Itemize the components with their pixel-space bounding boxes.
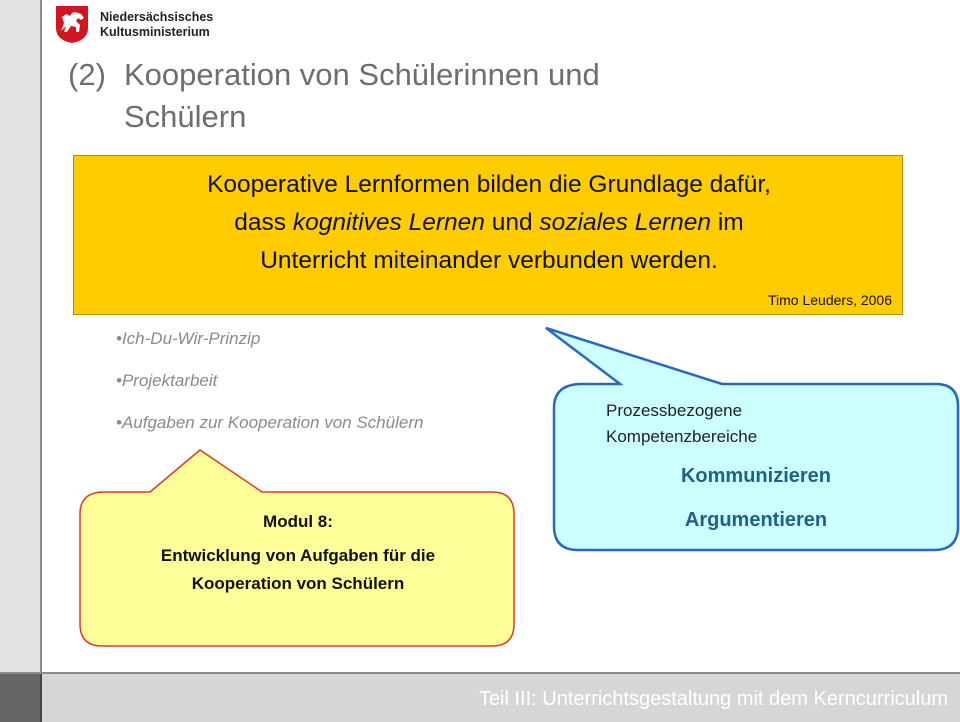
title-line2: Schülern: [124, 99, 247, 134]
quote-line3: Unterricht miteinander verbunden werden.: [260, 247, 718, 274]
quote-line1: Kooperative Lernformen bilden die Grundlage dafür,: [207, 171, 771, 198]
cyan-callout-line1: Prozessbezogene: [606, 401, 743, 420]
quote-sozial: soziales Lernen: [539, 209, 712, 236]
title-line1: Kooperation von Schülerinnen und: [124, 57, 600, 92]
yellow-callout-line2: Entwicklung von Aufgaben für die: [160, 546, 436, 565]
bullet-item: •Ich-Du-Wir-Prinzip: [116, 329, 261, 348]
cyan-callout-line2: Kompetenzbereiche: [606, 427, 758, 446]
ministry-name-line2: Kultusministerium: [100, 25, 210, 39]
yellow-callout-line3: Kooperation von Schülern: [191, 574, 405, 593]
footer-text: Teil III: Unterrichtsgestaltung mit dem Kerncurriculum: [478, 688, 948, 710]
title-number: (2): [68, 57, 106, 92]
cyan-callout-heading: [606, 398, 906, 450]
quote-line2-c: und: [484, 209, 540, 236]
footer-bar: [0, 672, 960, 722]
quote-kognitiv: kognitives Lernen: [292, 209, 485, 236]
quote-line2-e: im: [711, 209, 744, 236]
keyword-kommunizieren: Kommunizieren: [680, 465, 832, 487]
keyword-argumentieren: Argumentieren: [684, 509, 828, 531]
bullet-item: •Aufgaben zur Kooperation von Schülern: [116, 413, 424, 432]
quote-author: Timo Leuders, 2006: [768, 292, 892, 308]
ministry-name-line1: Niedersächsisches: [100, 10, 214, 24]
footer-corner-block: [0, 674, 42, 722]
bullet-item: •Projektarbeit: [116, 371, 218, 390]
quote-line2-a: dass: [234, 209, 293, 236]
yellow-callout-line1: Modul 8:: [263, 512, 333, 531]
